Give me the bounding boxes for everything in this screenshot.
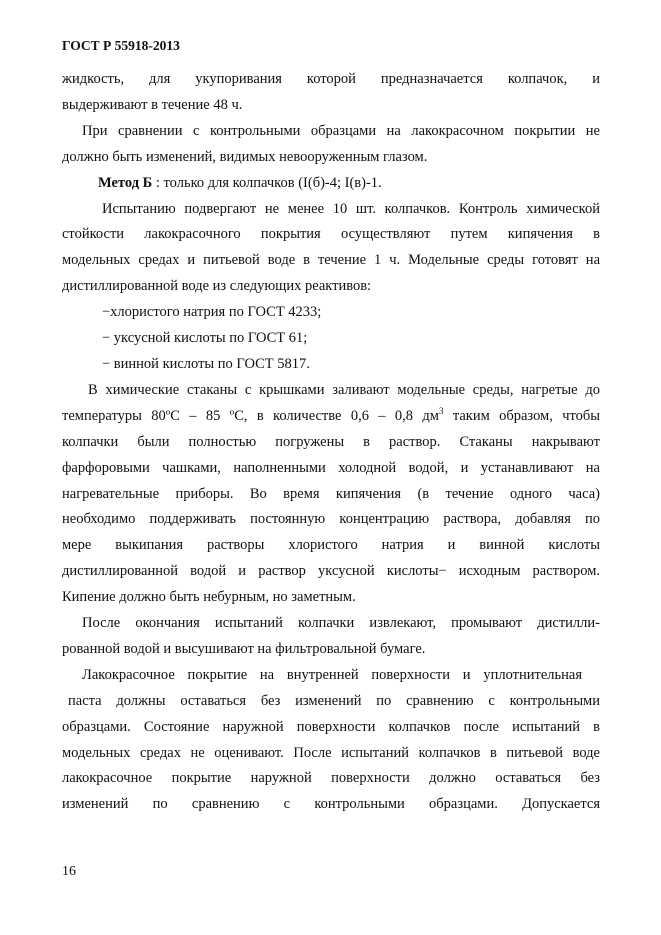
text-line: изменений по сравнению с контрольными образцами. Допускается: [62, 796, 600, 813]
text-line: жидкость, для укупоривания которой предназначается колпачок, и: [62, 71, 600, 87]
text-line: Лакокрасочное покрытие на внутренней поверхности и уплотнительная: [82, 666, 582, 683]
text-line: дистиллированной воде из следующих реактивов:: [62, 278, 372, 295]
method-b-line: [62, 171, 600, 197]
text-line: Испытанию подвергают не менее 10 шт. колпачков. Контроль химической: [102, 200, 600, 217]
document-code-header: ГОСТ Р 55918-2013: [62, 38, 180, 53]
list-item: −хлористого натрия по ГОСТ 4233;: [102, 304, 322, 321]
page-number: 16: [62, 864, 76, 879]
text-line: колпачки были полностью погружены в раствор. Стаканы накрывают: [62, 433, 600, 450]
text-line: мере выкипания растворы хлористого натрия и винной кислоты: [62, 537, 600, 554]
text-line: образцами. Состояние наружной поверхности колпачков после испытаний в: [62, 718, 600, 735]
text-line: необходимо поддерживать постоянную концентрацию раствора, добавляя по: [62, 511, 600, 528]
text-line: модельных средах и питьевой воде в течение 1 ч. Модельные среды готовят на: [62, 252, 600, 269]
text-line: После окончания испытаний колпачки извлекают, промывают дистилли-: [82, 615, 600, 632]
text-line: выдерживают в течение 48 ч.: [62, 96, 243, 113]
text-line: рованной водой и высушивают на фильтровальной бумаге.: [62, 640, 426, 657]
text-line: В химические стаканы с крышками заливают модельные среды, нагретые до: [88, 381, 600, 398]
text-line: должно быть изменений, видимых невооруженным глазом.: [62, 148, 428, 165]
temperature-line: [62, 404, 600, 430]
text-line: паста должны оставаться без изменений по сравнению с контрольными: [68, 692, 600, 709]
temperature-text-end: таким образом, чтобы: [443, 407, 601, 424]
list-item: − уксусной кислоты по ГОСТ 61;: [102, 330, 308, 347]
text-line: модельных средах не оценивают. После испытаний колпачков в питьевой воде: [62, 744, 600, 761]
text-line: Кипение должно быть небурным, но заметным.: [62, 589, 356, 606]
text-line: фарфоровыми чашками, наполненными холодной водой, и устанавливают на: [62, 459, 600, 476]
document-body: [62, 67, 600, 818]
list-item: − винной кислоты по ГОСТ 5817.: [102, 355, 310, 372]
text-line: стойкости лакокрасочного покрытия осуществляют путем кипячения в: [62, 226, 600, 243]
method-description: : только для колпачков (I(б)-4; I(в)-1.: [155, 174, 382, 191]
method-label: Метод Б: [98, 174, 153, 191]
temperature-text: температуры 80ºС – 85 ºС, в количестве 0,6 – 0,8 дм: [62, 407, 439, 424]
cubic-superscript: 3: [438, 405, 444, 416]
text-line: лакокрасочное покрытие наружной поверхности должно оставаться без: [62, 770, 600, 787]
text-line: При сравнении с контрольными образцами на лакокрасочном покрытии не: [82, 122, 600, 139]
text-line: нагревательные приборы. Во время кипячения (в течение одного часа): [62, 485, 600, 502]
text-line: дистиллированной водой и раствор уксусной кислоты− исходным раствором.: [62, 563, 600, 580]
